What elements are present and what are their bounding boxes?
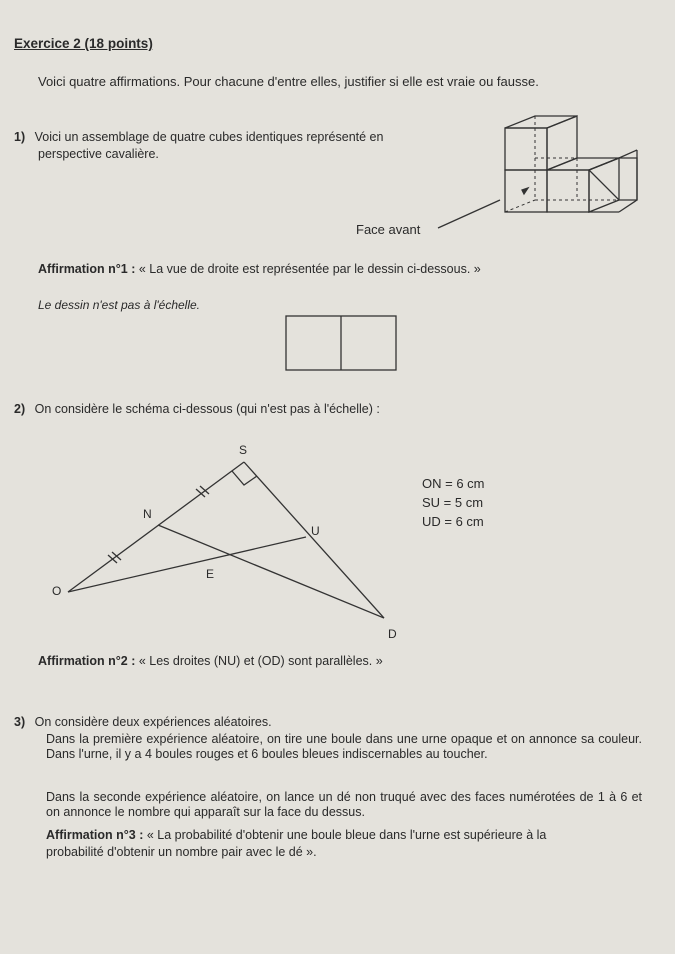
point-d-label: D [388,627,397,641]
measure-su: SU = 5 cm [422,495,484,510]
affirmation-3-line1 [46,828,546,843]
exercise-title: Exercice 2 (18 points) [14,36,153,51]
point-u-label: U [311,524,320,538]
q2-text: On considère le schéma ci-dessous (qui n'est pas à l'échelle) : [34,402,380,416]
measure-ud: UD = 6 cm [422,514,484,529]
point-e-label: E [206,567,215,581]
q3-paragraph-1: Dans la première expérience aléatoire, on tire une boule dans une urne opaque et on annonce sa couleur. Dans l'urne, il y a 4 boules rouges et 6 boules bleues indiscernables au toucher. [46,732,642,761]
affirmation-2-text: « Les droites (NU) et (OD) sont parallèles. » [138,654,383,668]
affirmation-1-label: Affirmation n°1 : [38,262,136,276]
point-o-label: O [52,584,62,598]
affirmation-3-label: Affirmation n°3 : [46,828,144,842]
segment-ou [68,537,306,592]
q2-number: 2) [14,402,26,416]
q3-paragraph-2: Dans la seconde expérience aléatoire, on lance un dé non truqué avec des faces numérotées de 1 à 6 et on annonce le nombre qui apparaît sur la face du dessus. [46,790,642,819]
q3-number: 3) [14,715,26,729]
affirmation-2 [38,654,383,669]
affirmation-2-label: Affirmation n°2 : [38,654,136,668]
q3-text: On considère deux expériences aléatoires. [34,715,272,729]
scale-note: Le dessin n'est pas à l'échelle. [38,298,201,312]
intro-text: Voici quatre affirmations. Pour chacune d'entre elles, justifier si elle est vraie ou fausse. [38,74,539,89]
point-n-label: N [143,507,152,521]
q3-line [14,715,272,730]
affirmation-3-text-2: probabilité d'obtenir un nombre pair avec le dé ». [46,845,317,859]
segment-sd [244,462,384,618]
affirmation-1-text: « La vue de droite est représentée par le dessin ci-dessous. » [138,262,481,276]
point-s-label: S [239,443,248,457]
q1-text-line1: Voici un assemblage de quatre cubes identiques représenté en [34,130,384,144]
segment-nd [158,525,384,618]
q1-number: 1) [14,130,26,144]
measure-on: ON = 6 cm [422,476,485,491]
q1-text-line2: perspective cavalière. [38,147,159,161]
affirmation-3-text-1: « La probabilité d'obtenir une boule bleue dans l'urne est supérieure à la [146,828,547,842]
segment-so [68,462,244,592]
face-avant-label: Face avant [356,222,421,237]
